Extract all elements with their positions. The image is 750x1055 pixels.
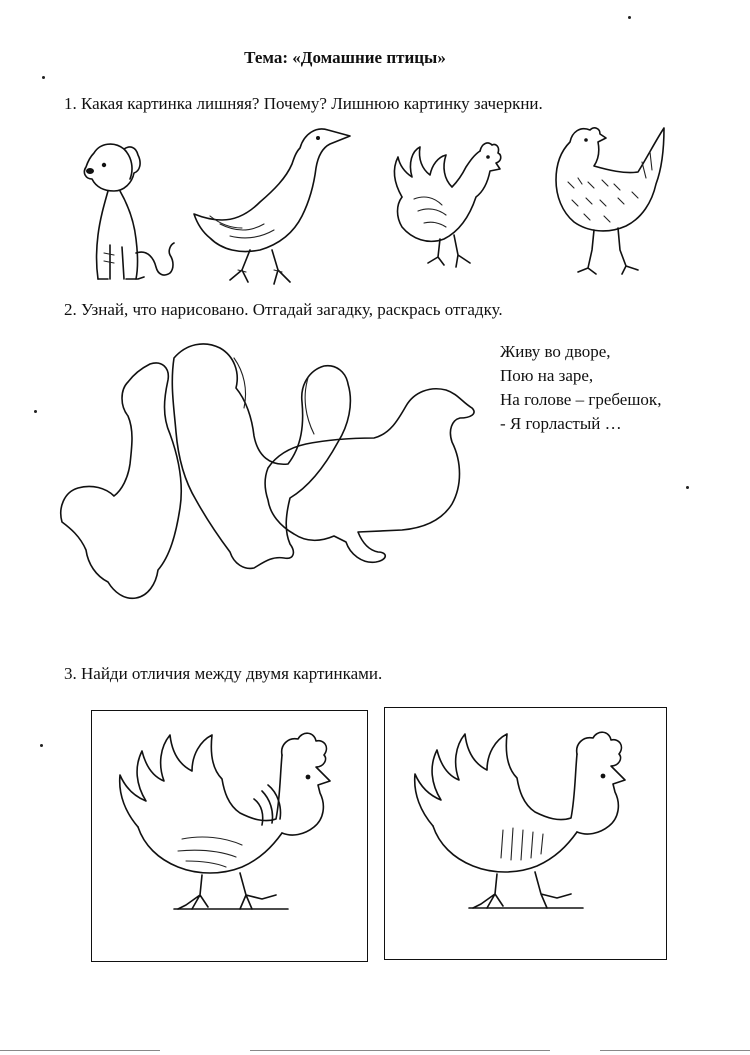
overlapping-birds-outline[interactable]: [58, 338, 478, 608]
rooster-icon: [407, 718, 647, 954]
task-1-text: 1. Какая картинка лишняя? Почему? Лишнюю картинку зачеркни.: [64, 94, 543, 113]
scan-speck: [40, 744, 43, 747]
dog-icon[interactable]: [74, 135, 184, 285]
scan-speck: [686, 486, 689, 489]
goose-icon[interactable]: [190, 120, 360, 290]
page-title: Тема: «Домашние птицы»: [244, 48, 446, 67]
spot-difference-picture-left[interactable]: [91, 710, 368, 962]
riddle-line: Живу во дворе,: [500, 342, 611, 361]
rooster-icon: [112, 719, 352, 955]
rooster-icon[interactable]: [384, 135, 509, 275]
scan-speck: [42, 76, 45, 79]
riddle-line: - Я горластый …: [500, 414, 622, 433]
task-2-text: 2. Узнай, что нарисовано. Отгадай загадку, раскрась отгадку.: [64, 300, 503, 319]
scan-speck: [628, 16, 631, 19]
spot-difference-picture-right[interactable]: [384, 707, 667, 960]
page-edge-line: [0, 1050, 160, 1051]
riddle-line: Пою на заре,: [500, 366, 594, 385]
page-edge-line: [600, 1050, 750, 1051]
riddle-poem: [500, 340, 661, 436]
riddle-line: На голове – гребешок,: [500, 390, 662, 409]
hen-icon[interactable]: [548, 122, 673, 282]
page-edge-line: [250, 1050, 550, 1051]
scan-speck: [34, 410, 37, 413]
task-3-text: 3. Найди отличия между двумя картинками.: [64, 664, 383, 683]
